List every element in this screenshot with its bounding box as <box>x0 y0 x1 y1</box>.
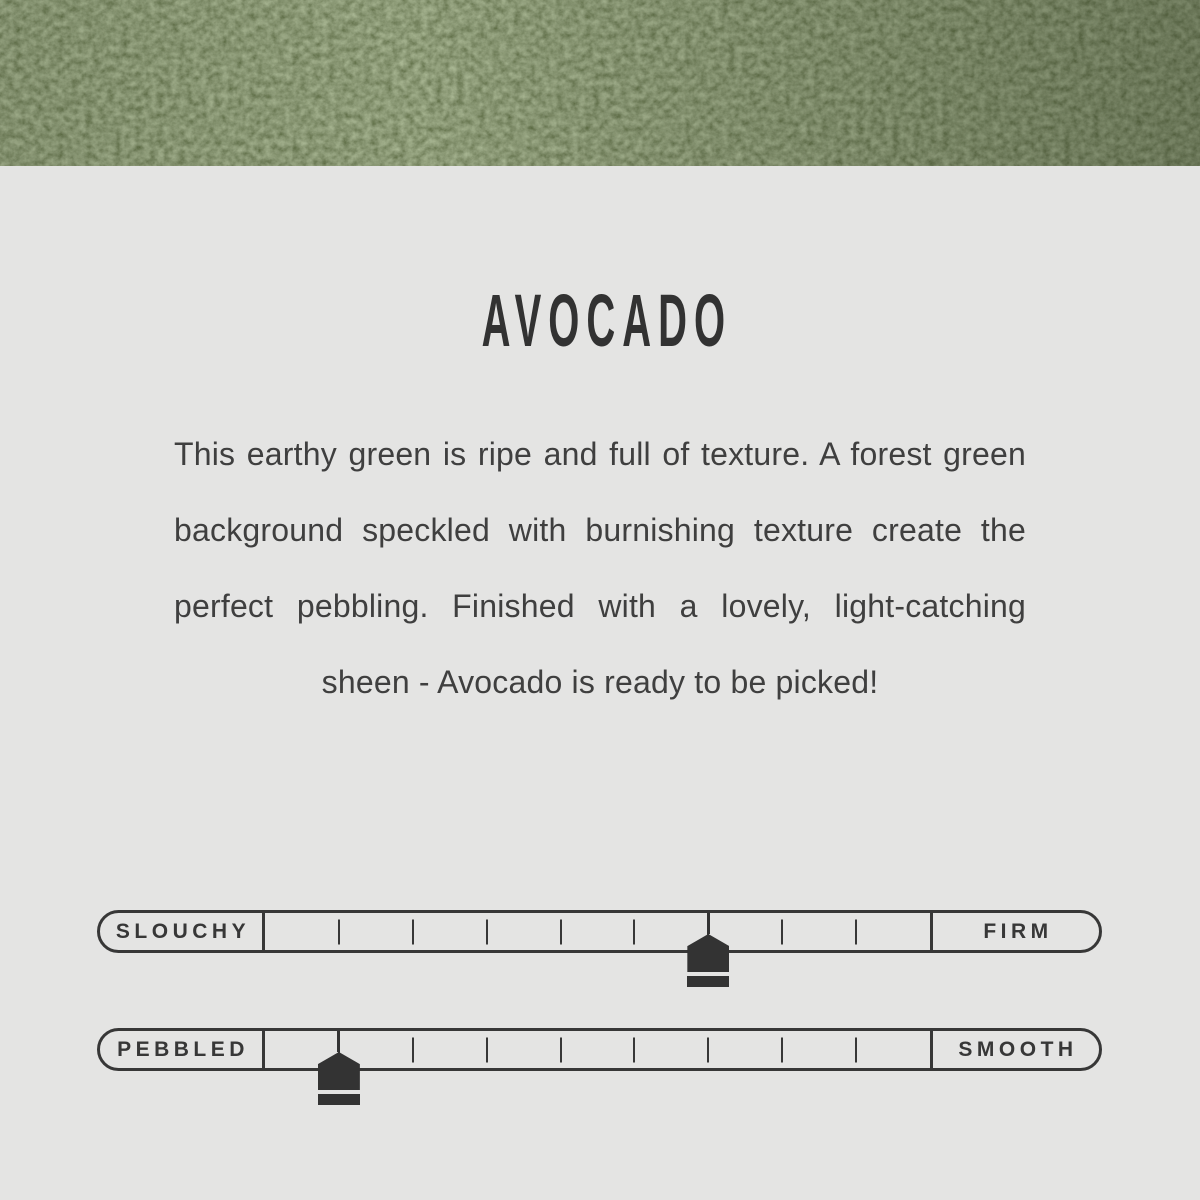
tick-mark <box>781 919 783 944</box>
tick-mark <box>781 1037 783 1062</box>
tick-mark <box>633 919 635 944</box>
firmness-scale-track <box>265 913 930 950</box>
tick-mark <box>707 1037 709 1062</box>
marker-stem <box>337 1031 340 1052</box>
tick-mark <box>560 919 562 944</box>
texture-scale-right-label: SMOOTH <box>930 1031 1099 1068</box>
tick-mark <box>338 919 340 944</box>
marker-base-bar <box>687 976 729 987</box>
description-line: This earthy green is ripe and full of texture. A forest green <box>174 436 1026 472</box>
texture-scale-left-label: PEBBLED <box>100 1031 265 1068</box>
description-line: background speckled with burnishing texture create the <box>174 512 1026 548</box>
description-line: perfect pebbling. Finished with a lovely, light-catching <box>174 588 1026 624</box>
tick-mark <box>633 1037 635 1062</box>
tick-mark <box>855 919 857 944</box>
texture-scale-track <box>265 1031 930 1068</box>
leather-swatch-image <box>0 0 1200 166</box>
tick-mark <box>412 919 414 944</box>
color-name-title <box>0 279 1200 362</box>
marker-base-bar <box>318 1094 360 1105</box>
texture-marker <box>318 1031 360 1105</box>
marker-pointer-icon <box>318 1052 360 1090</box>
tick-mark <box>855 1037 857 1062</box>
firmness-scale <box>97 910 1102 953</box>
color-description <box>174 416 1026 720</box>
firmness-scale-right-label: FIRM <box>930 913 1099 950</box>
tick-mark <box>412 1037 414 1062</box>
firmness-marker <box>687 913 729 987</box>
texture-scale <box>97 1028 1102 1071</box>
description-line: sheen - Avocado is ready to be picked! <box>321 664 879 700</box>
tick-mark <box>486 1037 488 1062</box>
attribute-scales <box>97 910 1102 1071</box>
leather-texture-graphic <box>0 0 1200 166</box>
tick-mark <box>486 919 488 944</box>
marker-stem <box>707 913 710 934</box>
firmness-scale-left-label: SLOUCHY <box>100 913 265 950</box>
tick-mark <box>560 1037 562 1062</box>
marker-pointer-icon <box>687 934 729 972</box>
color-name-text: AVOCADO <box>481 279 732 362</box>
